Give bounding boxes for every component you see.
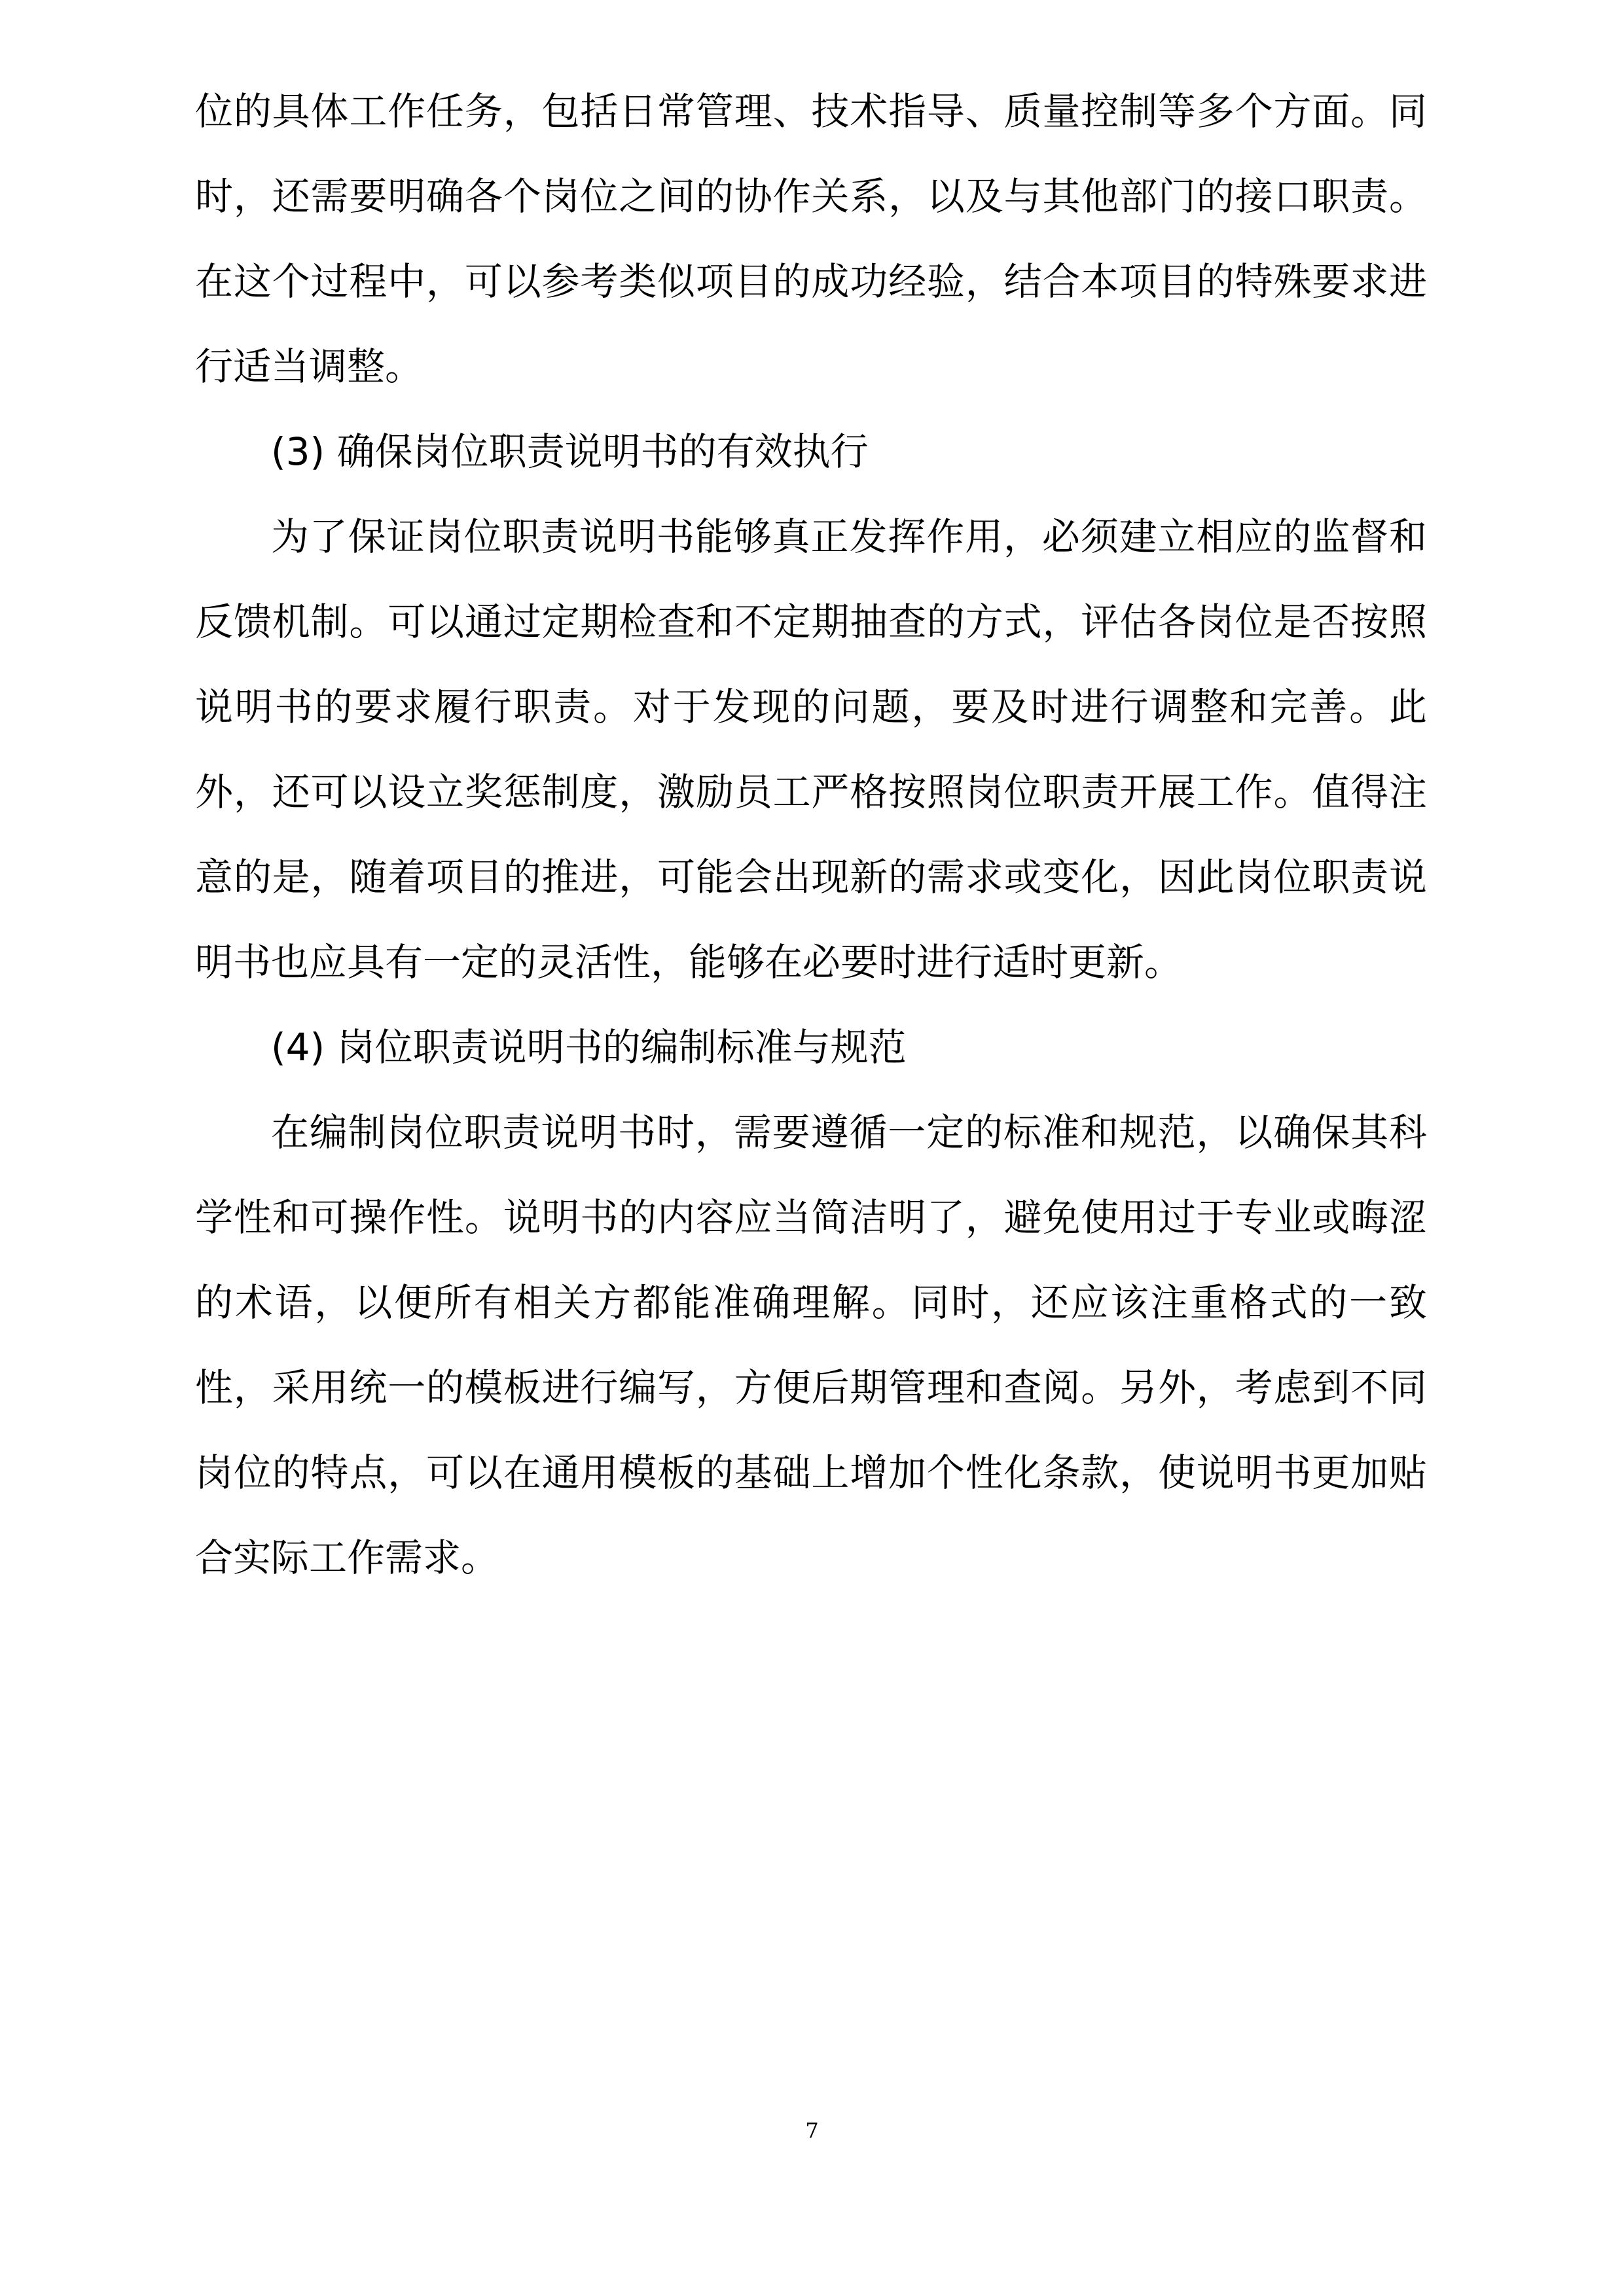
text-line: 外，还可以设立奖惩制度，激励员工严格按照岗位职责开展工作。值得注 — [195, 770, 1427, 814]
text-line: 岗位的特点，可以在通用模板的基础上增加个性化条款，使说明书更加贴 — [195, 1450, 1427, 1495]
text-line: 时，还需要明确各个岗位之间的协作关系，以及与其他部门的接口职责。 — [195, 174, 1427, 219]
text-line: 在编制岗位职责说明书时，需要遵循一定的标准和规范，以确保其科 — [271, 1110, 1427, 1155]
section-heading: (3) 确保岗位职责说明书的有效执行 — [271, 429, 869, 474]
text-line: 反馈机制。可以通过定期检查和不定期抽查的方式，评估各岗位是否按照 — [195, 600, 1427, 644]
text-line: 意的是，随着项目的推进，可能会出现新的需求或变化，因此岗位职责说 — [195, 855, 1427, 899]
text-line: 明书也应具有一定的灵活性，能够在必要时进行适时更新。 — [195, 940, 1183, 984]
text-line: 性，采用统一的模板进行编写，方便后期管理和查阅。另外，考虑到不同 — [195, 1365, 1427, 1410]
text-line: 位的具体工作任务，包括日常管理、技术指导、质量控制等多个方面。同 — [195, 89, 1427, 134]
text-line: 为了保证岗位职责说明书能够真正发挥作用，必须建立相应的监督和 — [271, 514, 1427, 559]
text-line: 的术语，以便所有相关方都能准确理解。同时，还应该注重格式的一致 — [195, 1280, 1427, 1325]
section-heading: (4) 岗位职责说明书的编制标准与规范 — [271, 1025, 907, 1069]
text-line: 说明书的要求履行职责。对于发现的问题，要及时进行调整和完善。此 — [195, 685, 1427, 729]
page-number: 7 — [805, 2118, 819, 2143]
text-line: 在这个过程中，可以参考类似项目的成功经验，结合本项目的特殊要求进 — [195, 259, 1427, 304]
text-line: 学性和可操作性。说明书的内容应当简洁明了，避免使用过于专业或晦涩 — [195, 1195, 1427, 1240]
text-line: 行适当调整。 — [195, 344, 424, 389]
text-line: 合实际工作需求。 — [195, 1535, 499, 1580]
